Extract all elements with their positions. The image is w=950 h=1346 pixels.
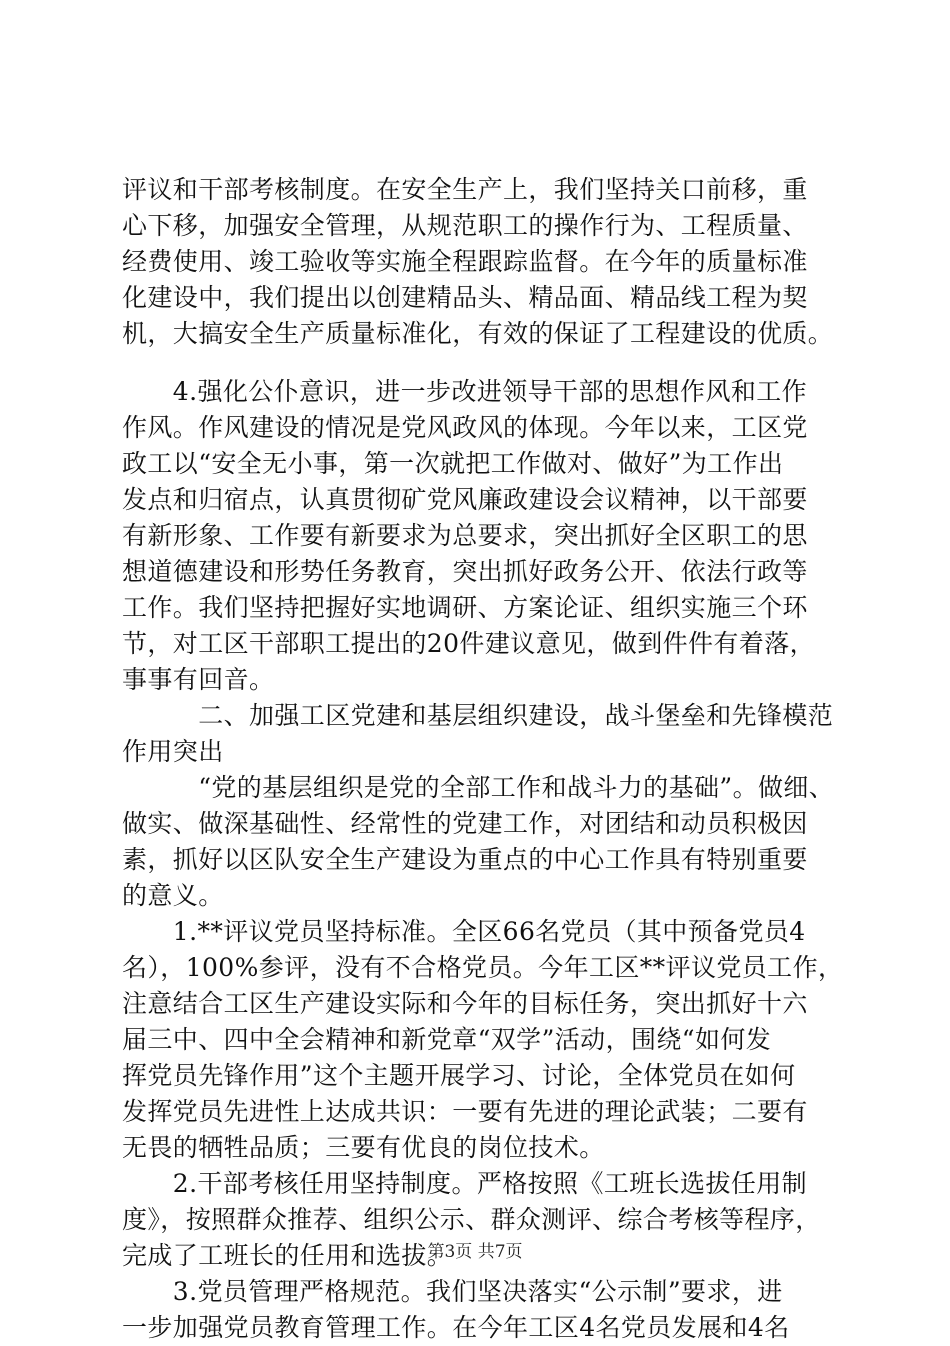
text-line: 素，抓好以区队安全生产建设为重点的中心工作具有特别重要: [122, 845, 808, 874]
text-line: 有新形象、工作要有新要求为总要求，突出抓好全区职工的思: [122, 521, 808, 550]
text-line: 注意结合工区生产建设实际和今年的目标任务，突出抓好十六: [122, 989, 808, 1018]
text-line: 发点和归宿点，认真贯彻矿党风廉政建设会议精神，以干部要: [122, 485, 808, 514]
text-line: 的意义。: [122, 881, 224, 910]
text-line: 一步加强党员教育管理工作。在今年工区4名党员发展和4名: [122, 1313, 790, 1342]
document-body: [122, 172, 844, 1346]
text-line: 完成了工班长的任用和选拔。: [122, 1241, 453, 1270]
page-number-footer: 第3页 共7页: [427, 1242, 523, 1262]
section-heading-line: 二、加强工区党建和基层组织建设，战斗堡垒和先锋模范: [122, 701, 834, 730]
text-line: 2.干部考核任用坚持制度。严格按照《工班长选拔任用制: [122, 1169, 808, 1198]
text-line: 事事有回音。: [122, 665, 275, 694]
text-line: 届三中、四中全会精神和新党章“双学”活动，围绕“如何发: [122, 1025, 772, 1054]
text-line: 工作。我们坚持把握好实地调研、方案论证、组织实施三个环: [122, 593, 808, 622]
text-line: 想道德建设和形势任务教育，突出抓好政务公开、依法行政等: [122, 557, 808, 586]
text-line: 评议和干部考核制度。在安全生产上，我们坚持关口前移，重: [122, 175, 808, 204]
text-line: 节，对工区干部职工提出的20件建议意见，做到件件有着落，: [122, 629, 816, 658]
text-line: 挥党员先锋作用”这个主题开展学习、讨论，全体党员在如何: [122, 1061, 796, 1090]
text-line: 作风。作风建设的情况是党风政风的体现。今年以来，工区党: [122, 413, 808, 442]
text-line: 政工以“安全无小事，第一次就把工作做对、做好”为工作出: [122, 449, 784, 478]
text-line: 经费使用、竣工验收等实施全程跟踪监督。在今年的质量标准: [122, 247, 808, 276]
text-line: 心下移，加强安全管理，从规范职工的操作行为、工程质量、: [122, 211, 808, 240]
text-line: 机，大搞安全生产质量标准化，有效的保证了工程建设的优质。: [122, 319, 834, 348]
text-line: 化建设中，我们提出以创建精品头、精品面、精品线工程为契: [122, 283, 808, 312]
text-line: 无畏的牺牲品质；三要有优良的岗位技术。: [122, 1133, 605, 1162]
text-line: 名），100%参评，没有不合格党员。今年工区**评议党员工作，: [122, 953, 844, 982]
text-line: 度》，按照群众推荐、组织公示、群众测评、综合考核等程序，: [122, 1205, 821, 1234]
text-line: 4.强化公仆意识，进一步改进领导干部的思想作风和工作: [122, 377, 808, 406]
text-line: 1.**评议党员坚持标准。全区66名党员（其中预备党员4: [122, 917, 806, 946]
text-line: 发挥党员先进性上达成共识：一要有先进的理论武装；二要有: [122, 1097, 808, 1126]
text-line: 3.党员管理严格规范。我们坚决落实“公示制”要求，进: [122, 1277, 783, 1306]
section-heading-line: 作用突出: [122, 737, 224, 766]
paragraph-gap: [122, 352, 834, 374]
text-line: 做实、做深基础性、经常性的党建工作，对团结和动员积极因: [122, 809, 808, 838]
text-line: “党的基层组织是党的全部工作和战斗力的基础”。做细、: [122, 773, 835, 802]
